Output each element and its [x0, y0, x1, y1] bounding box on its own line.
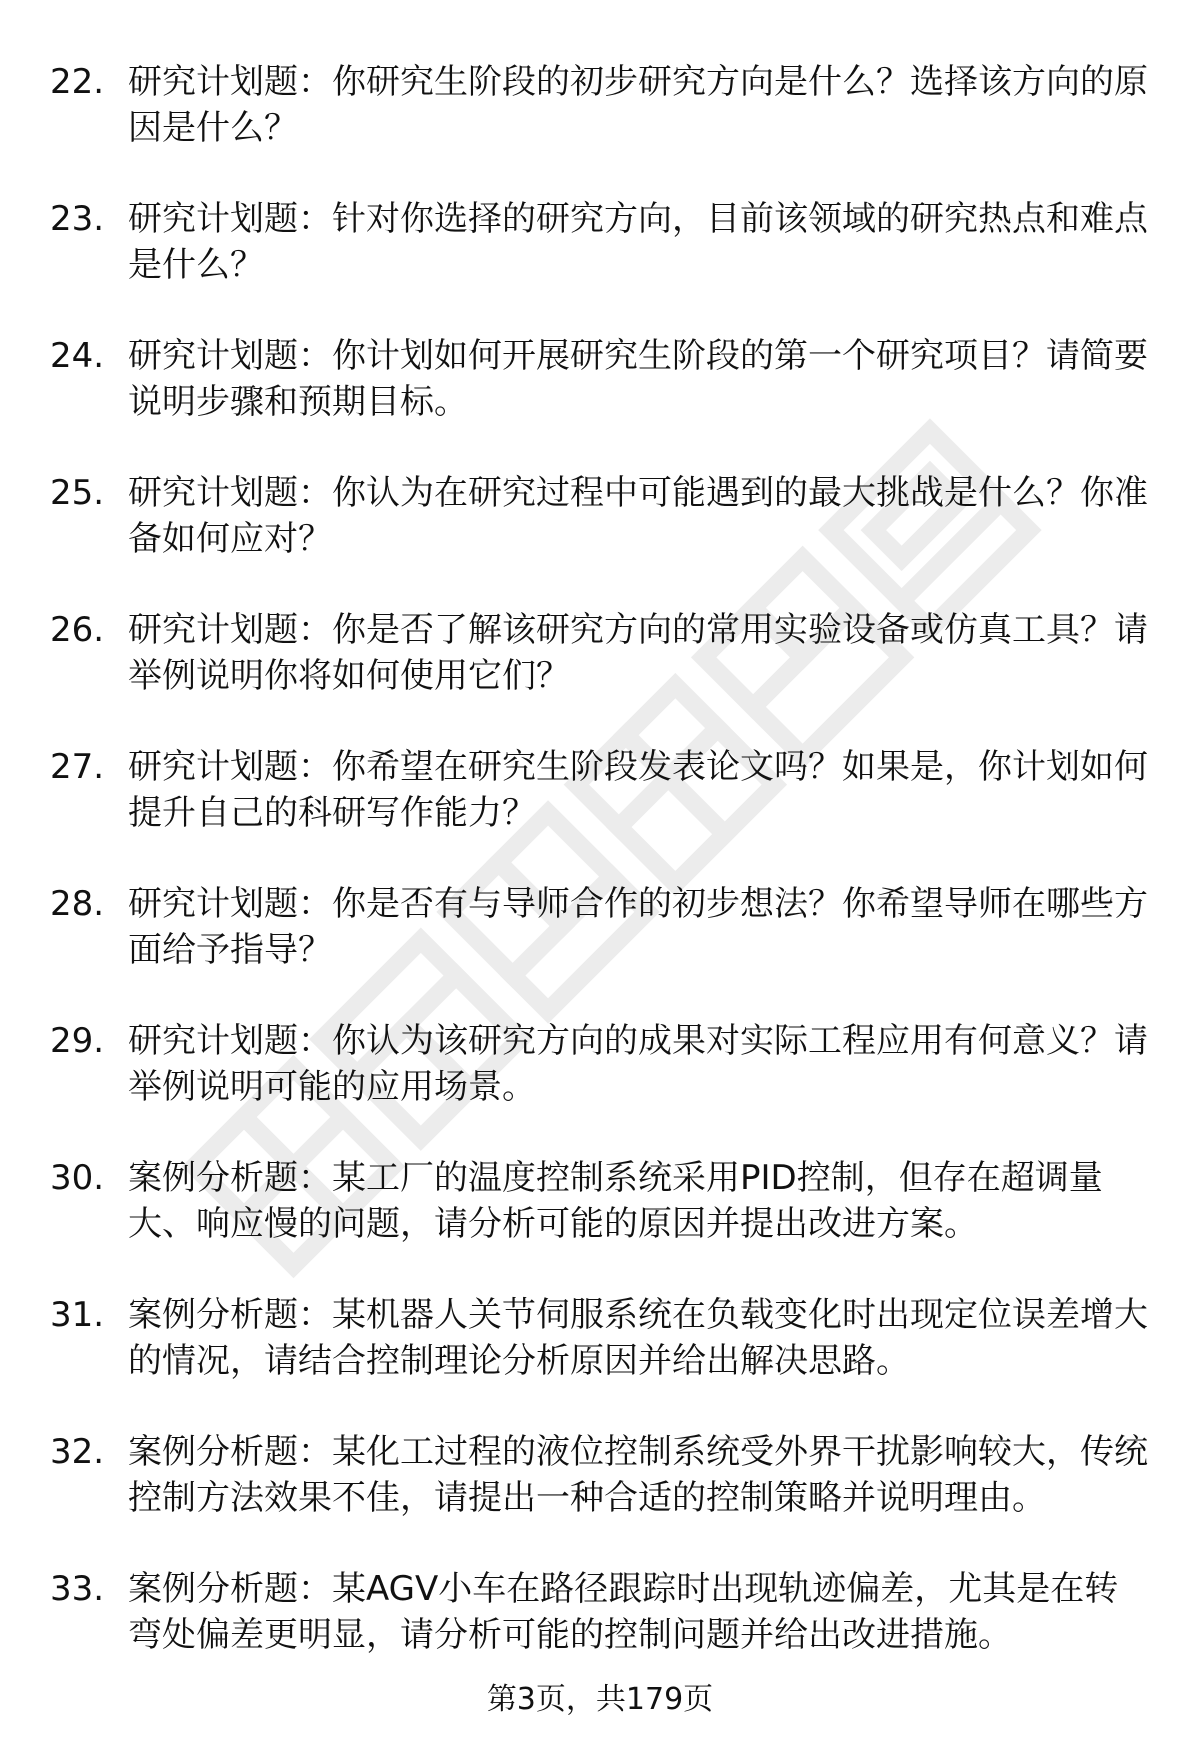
question-item [50, 607, 1150, 699]
question-text: 研究计划题：你计划如何开展研究生阶段的第一个研究项目？请简要说明步骤和预期目标。 [128, 336, 1148, 422]
question-text: 案例分析题：某机器人关节伺服系统在负载变化时出现定位误差增大的情况，请结合控制理论分析原因并给出解决思路。 [128, 1295, 1148, 1381]
question-number: 29. [50, 1021, 105, 1061]
page-number-label: 第3页，共179页 [486, 1682, 714, 1717]
page-footer [0, 1680, 1200, 1720]
question-text: 案例分析题：某化工过程的液位控制系统受外界干扰影响较大，传统控制方法效果不佳，请提出一种合适的控制策略并说明理由。 [128, 1432, 1148, 1518]
question-number: 23. [50, 199, 105, 239]
question-number: 33. [50, 1569, 105, 1609]
question-number: 32. [50, 1432, 105, 1472]
question-item [50, 1566, 1150, 1658]
question-item [50, 1155, 1150, 1247]
question-item [50, 744, 1150, 836]
question-number: 27. [50, 747, 105, 787]
question-text: 研究计划题：你是否有与导师合作的初步想法？你希望导师在哪些方面给予指导？ [128, 884, 1148, 970]
question-item [50, 1292, 1150, 1384]
question-text: 研究计划题：你希望在研究生阶段发表论文吗？如果是，你计划如何提升自己的科研写作能力？ [128, 747, 1148, 833]
question-item [50, 196, 1150, 288]
question-number: 31. [50, 1295, 105, 1335]
question-text: 研究计划题：你是否了解该研究方向的常用实验设备或仿真工具？请举例说明你将如何使用它们？ [128, 610, 1148, 696]
question-item [50, 1429, 1150, 1521]
question-number: 22. [50, 62, 105, 102]
question-number: 30. [50, 1158, 105, 1198]
question-number: 25. [50, 473, 105, 513]
question-text: 案例分析题：某工厂的温度控制系统采用PID控制，但存在超调量大、响应慢的问题，请分析可能的原因并提出改进方案。 [128, 1158, 1103, 1244]
question-list [50, 59, 1150, 1703]
question-number: 26. [50, 610, 105, 650]
question-item [50, 470, 1150, 562]
question-number: 28. [50, 884, 105, 924]
question-item [50, 881, 1150, 973]
question-text: 研究计划题：针对你选择的研究方向，目前该领域的研究热点和难点是什么？ [128, 199, 1148, 285]
question-item [50, 333, 1150, 425]
question-text: 研究计划题：你认为该研究方向的成果对实际工程应用有何意义？请举例说明可能的应用场景。 [128, 1021, 1148, 1107]
question-number: 24. [50, 336, 105, 376]
question-item [50, 59, 1150, 151]
question-item [50, 1018, 1150, 1110]
question-text: 研究计划题：你认为在研究过程中可能遇到的最大挑战是什么？你准备如何应对？ [128, 473, 1148, 559]
question-text: 案例分析题：某AGV小车在路径跟踪时出现轨迹偏差，尤其是在转弯处偏差更明显，请分析可能的控制问题并给出改进措施。 [128, 1569, 1119, 1655]
question-text: 研究计划题：你研究生阶段的初步研究方向是什么？选择该方向的原因是什么？ [128, 62, 1148, 148]
